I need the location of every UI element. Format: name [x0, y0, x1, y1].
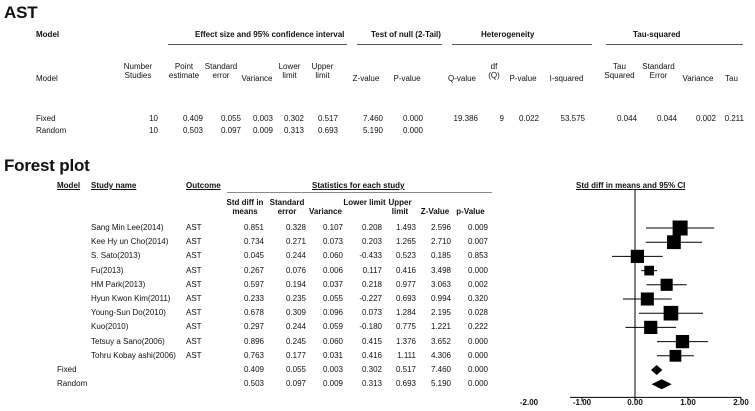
forest-study-cell: 4.306 — [430, 350, 451, 360]
summary-cell: 0.302 — [283, 114, 304, 123]
summary-cell: 0.002 — [695, 114, 716, 123]
forest-study-cell: 1.265 — [395, 237, 416, 247]
study-point-square — [676, 335, 689, 348]
forest-study-cell: 0.523 — [395, 251, 416, 261]
forest-study-outcome: AST — [186, 308, 202, 318]
summary-cell: 0.409 — [182, 114, 203, 123]
summary-column-header: I-squared — [549, 74, 584, 83]
summary-cell: 0.517 — [317, 114, 338, 123]
forest-study-name: Sang Min Lee(2014) — [91, 223, 164, 232]
forest-study-cell: 0.415 — [361, 336, 382, 346]
forest-study-cell: 0.177 — [285, 350, 306, 360]
forest-study-cell: 0.244 — [285, 251, 306, 261]
study-point-square — [661, 279, 673, 291]
study-point-square — [631, 250, 644, 263]
study-point-square — [641, 292, 654, 305]
summary-cell: 0.313 — [283, 126, 304, 135]
forest-study-cell: 0.597 — [243, 279, 264, 289]
forest-study-cell: -0.227 — [359, 294, 382, 303]
forest-plot — [570, 190, 755, 411]
forest-study-outcome: AST — [186, 322, 202, 332]
summary-cell: 0.044 — [616, 114, 637, 123]
forest-study-cell: 0.002 — [467, 279, 488, 289]
forest-study-cell: 0.009 — [467, 223, 488, 232]
forest-study-name: Tetsuy a Sano(2006) — [91, 336, 165, 346]
forest-pooled-cell: 0.517 — [395, 365, 416, 374]
forest-study-cell: 0.218 — [361, 279, 382, 289]
forest-study-outcome: AST — [186, 350, 202, 360]
summary-column-header: P-value — [393, 74, 421, 83]
forest-study-cell: 0.107 — [322, 223, 343, 232]
study-point-square — [664, 306, 679, 321]
forest-pooled-cell: 7.460 — [430, 365, 451, 374]
forest-study-cell: 0.896 — [243, 336, 264, 346]
x-tick-label: -2.00 — [519, 398, 539, 407]
forest-pooled-cell: 0.000 — [467, 365, 488, 374]
forest-pooled-cell: 0.503 — [243, 379, 264, 389]
forest-study-cell: 2.195 — [430, 308, 451, 318]
summary-cell: Fixed — [36, 114, 56, 123]
forest-study-cell: 0.297 — [243, 322, 264, 332]
summary-title: AST — [4, 3, 38, 22]
summary-cell: 10 — [149, 126, 158, 135]
summary-cell: 0.503 — [182, 126, 203, 135]
forest-study-cell: 1.111 — [397, 350, 416, 360]
forest-study-cell: 0.244 — [285, 322, 306, 332]
summary-column-header: Model — [36, 74, 58, 83]
forest-title: Forest plot — [4, 156, 90, 175]
forest-study-name: Kee Hy un Cho(2014) — [91, 237, 169, 247]
forest-study-name: Tohru Kobay ashi(2006) — [91, 350, 176, 360]
summary-cell: 0.000 — [402, 114, 423, 123]
summary-cell: 53.575 — [560, 114, 585, 123]
summary-column-header: Tau Squared — [604, 62, 635, 80]
summary-group-null: Test of null (2-Tail) — [371, 30, 441, 39]
forest-study-cell: 0.037 — [322, 279, 343, 289]
summary-cell: 0.693 — [317, 126, 338, 135]
forest-study-name: Kuo(2010) — [91, 322, 129, 332]
forest-subheader: p-Value — [456, 207, 485, 216]
summary-column-header: Lower limit — [278, 62, 301, 80]
forest-study-cell: 0.208 — [361, 223, 382, 232]
forest-study-cell: 0.853 — [467, 251, 488, 261]
forest-header-model: Model — [57, 181, 81, 190]
forest-pooled-cell: 5.190 — [430, 379, 451, 389]
summary-cell: 0.097 — [220, 126, 241, 135]
forest-study-cell: 3.652 — [430, 336, 451, 346]
forest-study-name: S. Sato(2013) — [91, 251, 141, 261]
study-point-square — [667, 235, 681, 249]
forest-subheader: Variance — [309, 207, 342, 216]
forest-study-cell: 0.185 — [430, 251, 451, 261]
x-tick-label: 1.00 — [680, 398, 696, 407]
forest-study-cell: 0.045 — [243, 251, 264, 261]
forest-study-cell: 0.006 — [322, 265, 343, 275]
forest-study-cell: 0.416 — [395, 265, 416, 275]
summary-cell: 0.000 — [402, 126, 423, 135]
forest-study-cell: 0.693 — [395, 294, 416, 303]
forest-study-cell: 1.221 — [430, 322, 451, 332]
pooled-diamond — [651, 365, 662, 375]
summary-column-header: Point estimate — [168, 62, 200, 80]
summary-column-header: Q-value — [447, 74, 476, 83]
summary-rule-heterogeneity — [452, 44, 592, 45]
summary-column-header: Tau — [725, 74, 738, 83]
forest-study-cell: 0.000 — [467, 350, 488, 360]
forest-study-cell: 1.493 — [395, 223, 416, 232]
summary-column-header: df (Q) — [488, 62, 500, 80]
forest-study-cell: 0.073 — [322, 237, 343, 247]
summary-cell: 19.386 — [453, 114, 478, 123]
forest-study-cell: 0.416 — [361, 350, 382, 360]
summary-cell: 0.003 — [252, 114, 273, 123]
forest-study-cell: 0.734 — [243, 237, 264, 247]
forest-study-name: Hyun Kwon Kim(2011) — [91, 294, 171, 303]
forest-subheader: Upper limit — [388, 198, 412, 216]
summary-cell: 9 — [499, 114, 504, 123]
forest-study-cell: 1.376 — [395, 336, 416, 346]
forest-study-cell: 0.233 — [243, 294, 264, 303]
forest-study-cell: 0.096 — [322, 308, 343, 318]
study-point-square — [673, 221, 688, 236]
forest-study-cell: 0.031 — [322, 350, 343, 360]
forest-pooled-cell: 0.009 — [322, 379, 343, 389]
forest-study-cell: 0.320 — [467, 294, 488, 303]
forest-study-cell: 0.235 — [285, 294, 306, 303]
summary-rule-null — [357, 44, 442, 45]
forest-study-outcome: AST — [186, 223, 202, 232]
forest-study-cell: 0.117 — [362, 265, 382, 275]
summary-rule-effect — [168, 44, 347, 45]
forest-study-cell: 0.000 — [467, 336, 488, 346]
forest-study-cell: 0.000 — [467, 265, 488, 275]
forest-study-cell: 0.055 — [322, 294, 343, 303]
study-point-square — [644, 321, 657, 334]
forest-subheader: Standard error — [269, 198, 305, 216]
summary-group-model: Model — [36, 30, 60, 39]
forest-study-name: HM Park(2013) — [91, 279, 146, 289]
forest-study-cell: 2.596 — [430, 223, 451, 232]
study-point-square — [644, 266, 654, 276]
forest-subheader: Lower limit — [343, 198, 386, 207]
summary-column-header: P-value — [509, 74, 537, 83]
forest-study-outcome: AST — [186, 294, 202, 303]
forest-pooled-cell: 0.097 — [285, 379, 306, 389]
summary-cell: 0.044 — [656, 114, 677, 123]
x-tick-label: 2.00 — [733, 398, 749, 407]
forest-study-cell: 3.498 — [430, 265, 451, 275]
summary-cell: 10 — [149, 114, 158, 123]
forest-study-cell: 0.267 — [243, 265, 264, 275]
forest-study-cell: 0.271 — [285, 237, 306, 247]
summary-cell: 0.022 — [518, 114, 539, 123]
summary-column-header: Variance — [241, 74, 273, 83]
forest-pooled-cell: 0.313 — [361, 379, 382, 389]
forest-study-name: Fu(2013) — [91, 265, 124, 275]
forest-pooled-cell: 0.055 — [285, 365, 306, 374]
forest-study-cell: 0.851 — [243, 223, 264, 232]
summary-cell: 0.009 — [252, 126, 273, 135]
summary-group-tau: Tau-squared — [633, 30, 681, 39]
forest-study-cell: 0.194 — [285, 279, 306, 289]
forest-header-plot: Std diff in means and 95% CI — [576, 181, 686, 190]
forest-study-cell: 0.060 — [322, 336, 343, 346]
forest-study-cell: 0.994 — [430, 294, 451, 303]
forest-pooled-name: Fixed — [57, 365, 77, 374]
forest-study-cell: 0.309 — [285, 308, 306, 318]
forest-study-cell: 0.328 — [285, 223, 306, 232]
forest-pooled-cell: 0.000 — [467, 379, 488, 389]
forest-pooled-cell: 0.693 — [395, 379, 416, 389]
forest-pooled-cell: 0.003 — [322, 365, 343, 374]
x-tick-label: 0.00 — [627, 398, 643, 407]
summary-group-effect: Effect size and 95% confidence interval — [195, 30, 345, 39]
forest-study-cell: -0.180 — [359, 322, 382, 332]
forest-study-outcome: AST — [186, 336, 202, 346]
forest-subheader: Std diff in means — [226, 198, 264, 216]
forest-study-outcome: AST — [186, 237, 202, 247]
forest-study-cell: -0.433 — [359, 251, 382, 261]
forest-study-outcome: AST — [186, 279, 202, 289]
forest-study-outcome: AST — [186, 251, 202, 261]
forest-study-name: Young-Sun Do(2010) — [91, 308, 166, 318]
summary-column-header: Standard Error — [642, 62, 675, 80]
forest-study-cell: 0.245 — [285, 336, 306, 346]
summary-cell: 0.211 — [724, 114, 744, 123]
summary-cell: 7.460 — [362, 114, 383, 123]
forest-study-cell: 0.007 — [467, 237, 488, 247]
forest-study-cell: 0.763 — [243, 350, 264, 360]
forest-header-outcome: Outcome — [186, 181, 221, 190]
forest-pooled-cell: 0.302 — [361, 365, 382, 374]
forest-study-cell: 1.284 — [395, 308, 416, 318]
forest-pooled-cell: 0.409 — [243, 365, 264, 374]
summary-group-heterogeneity: Heterogeneity — [481, 30, 535, 39]
forest-header-stats: Statistics for each study — [312, 181, 405, 190]
forest-study-cell: 2.710 — [430, 237, 451, 247]
x-tick-label: -1.00 — [572, 398, 592, 407]
forest-study-cell: 0.028 — [467, 308, 488, 318]
forest-study-cell: 0.203 — [361, 237, 382, 247]
forest-pooled-name: Random — [57, 379, 88, 389]
forest-study-cell: 0.076 — [285, 265, 306, 275]
summary-cell: 0.055 — [220, 114, 241, 123]
forest-study-cell: 0.222 — [467, 322, 488, 332]
summary-column-header: Z-value — [352, 74, 380, 83]
forest-study-cell: 0.977 — [395, 279, 416, 289]
forest-study-cell: 0.073 — [361, 308, 382, 318]
pooled-diamond — [652, 379, 672, 389]
forest-study-outcome: AST — [186, 265, 202, 275]
forest-stats-rule — [227, 192, 492, 193]
summary-rule-tau — [606, 44, 743, 45]
forest-study-cell: 0.775 — [395, 322, 416, 332]
summary-column-header: Standard error — [204, 62, 238, 80]
forest-study-cell: 0.678 — [243, 308, 264, 318]
study-point-square — [670, 350, 682, 362]
forest-header-study: Study name — [91, 181, 137, 190]
summary-cell: Random — [36, 126, 67, 135]
summary-column-header: Variance — [682, 74, 714, 83]
forest-study-cell: 0.059 — [322, 322, 343, 332]
forest-study-cell: 0.060 — [322, 251, 343, 261]
forest-study-cell: 3.063 — [430, 279, 451, 289]
summary-cell: 5.190 — [362, 126, 383, 135]
forest-subheader: Z-Value — [420, 207, 450, 216]
summary-column-header: Number Studies — [123, 62, 153, 80]
summary-column-header: Upper limit — [311, 62, 334, 80]
